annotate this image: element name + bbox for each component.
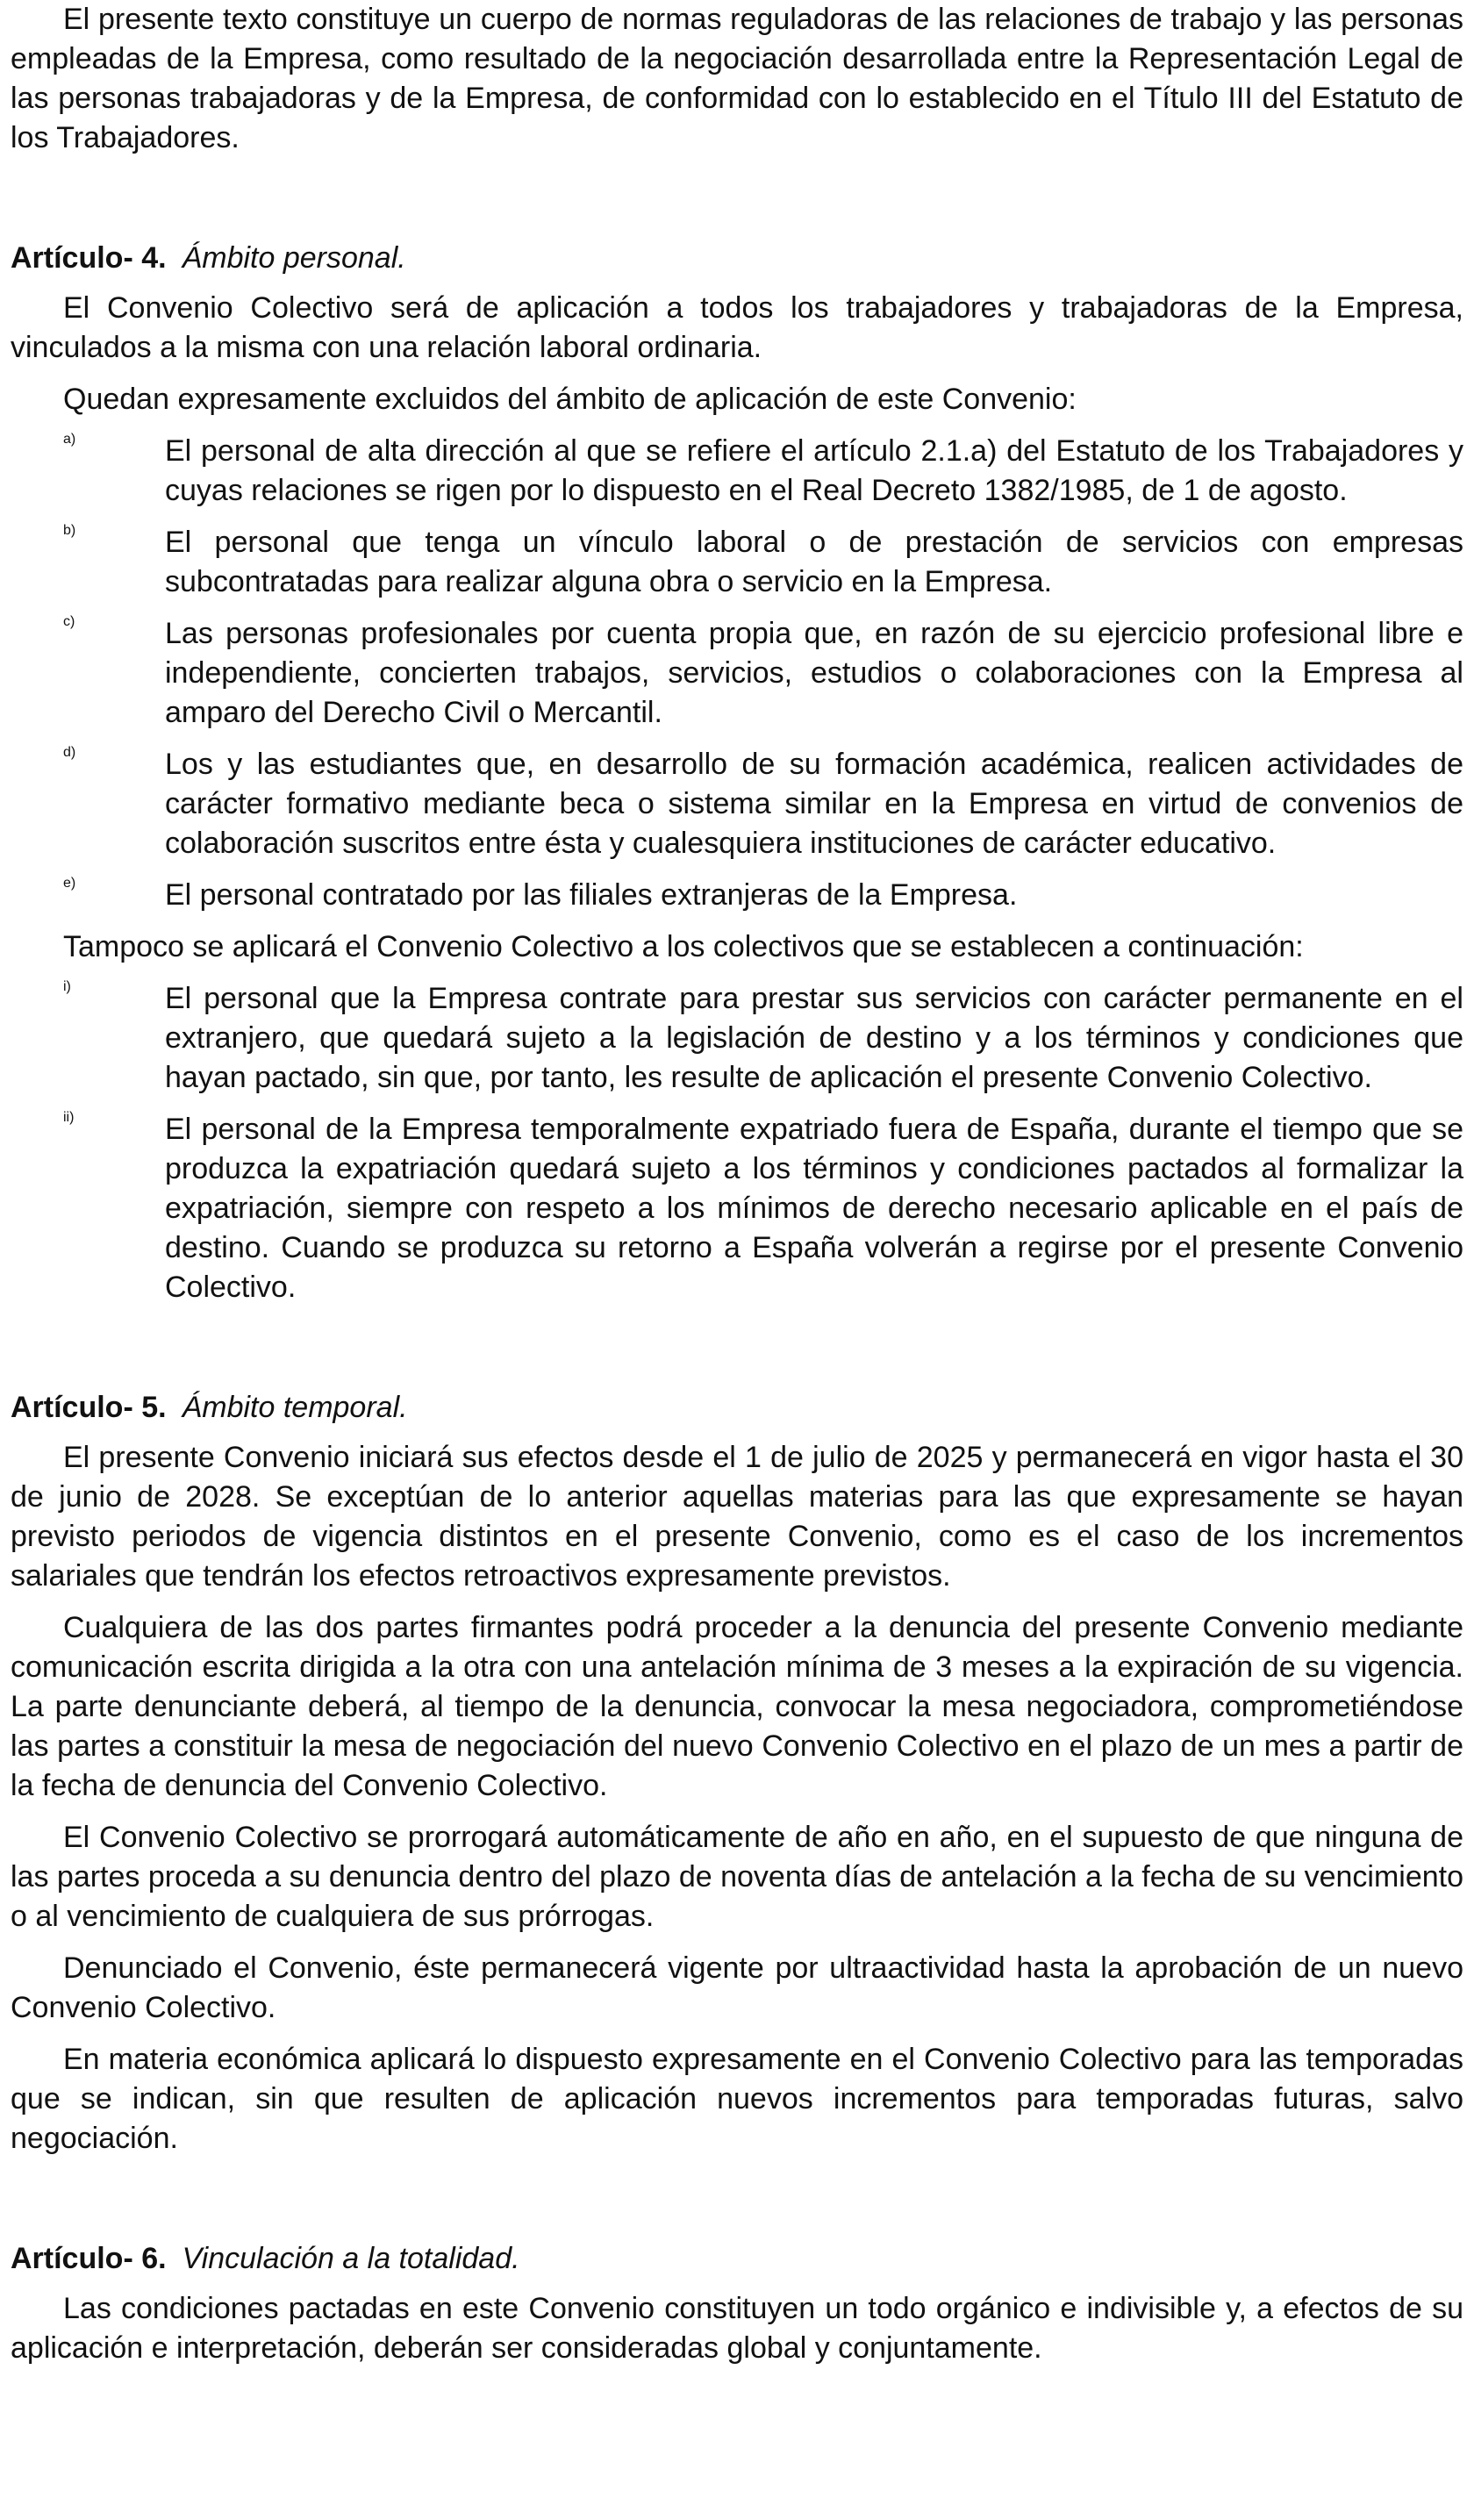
article-4-title: Ámbito personal. bbox=[182, 241, 406, 275]
list-item bbox=[63, 876, 1463, 915]
list-item-label: a) bbox=[63, 432, 76, 447]
list-item-text: El personal que la Empresa contrate para prestar sus servicios con carácter permanente en el extranjero, que quedará sujeto a la legislación de destino y a los términos y condiciones que hayan pactado, sin que, por tanto, les resulte de aplicación el presente Convenio Colectivo. bbox=[165, 982, 1463, 1094]
article-5-number: Artículo- 5. bbox=[11, 1391, 167, 1424]
list-item-label: e) bbox=[63, 876, 76, 891]
article-5-paragraph: Denunciado el Convenio, éste permanecerá vigente por ultraactividad hasta la aprobación de un nuevo Convenio Colectivo. bbox=[11, 1951, 1463, 2024]
article-5-paragraph: Cualquiera de las dos partes firmantes podrá proceder a la denuncia del presente Convenio mediante comunicación escrita dirigida a la otra con una antelación mínima de 3 meses a la expiración de su vigencia. La parte denunciante deberá, al tiempo de la denuncia, convocar la mesa negociadora, comprometiéndose las partes a constituir la mesa de negociación del nuevo Convenio Colectivo en el plazo de un mes a partir de la fecha de denuncia del Convenio Colectivo. bbox=[11, 1611, 1463, 1802]
list-item-label: d) bbox=[63, 745, 76, 760]
article-6-title: Vinculación a la totalidad. bbox=[182, 2242, 520, 2275]
article-6-number: Artículo- 6. bbox=[11, 2242, 167, 2275]
list-item-text: El personal que tenga un vínculo laboral o de prestación de servicios con empresas subcontratadas para realizar alguna obra o servicio en la Empresa. bbox=[165, 526, 1463, 598]
article-6-paragraph-1: Las condiciones pactadas en este Convenio constituyen un todo orgánico e indivisible y, a efectos de su aplicación e interpretación, deberán ser consideradas global y conjuntamente. bbox=[11, 2292, 1463, 2365]
article-5-heading bbox=[11, 1388, 1463, 1428]
article-4-number: Artículo- 4. bbox=[11, 241, 167, 275]
article-5-paragraph: En materia económica aplicará lo dispuesto expresamente en el Convenio Colectivo para las temporadas que se indican, sin que resulten de aplicación nuevos incrementos para temporadas futuras, salvo negociación. bbox=[11, 2043, 1463, 2155]
list-item bbox=[63, 1110, 1463, 1307]
article-6-heading bbox=[11, 2239, 1463, 2279]
list-item-label: ii) bbox=[63, 1110, 75, 1125]
list-item bbox=[63, 614, 1463, 733]
list-item-label: i) bbox=[63, 979, 71, 994]
article-5-title: Ámbito temporal. bbox=[182, 1391, 408, 1424]
article-5-paragraph: El Convenio Colectivo se prorrogará automáticamente de año en año, en el supuesto de que ninguna de las partes proceda a su denuncia dentro del plazo de noventa días de antelación a la fecha de su vencimiento o al vencimiento de cualquiera de sus prórrogas. bbox=[11, 1821, 1463, 1933]
list-item-text: Los y las estudiantes que, en desarrollo de su formación académica, realicen actividades de carácter formativo mediante beca o sistema similar en la Empresa en virtud de convenios de colaboración suscritos entre ésta y cualesquiera instituciones de carácter educativo. bbox=[165, 748, 1463, 860]
article-4-paragraph-2: Quedan expresamente excluidos del ámbito de aplicación de este Convenio: bbox=[63, 383, 1077, 416]
article-5-paragraph: El presente Convenio iniciará sus efectos desde el 1 de julio de 2025 y permanecerá en vigor hasta el 30 de junio de 2028. Se exceptúan de lo anterior aquellas materias para las que expresamente se hayan previsto periodos de vigencia distintos en el presente Convenio, como es el caso de los incrementos salariales que tendrán los efectos retroactivos expresamente previstos. bbox=[11, 1441, 1463, 1593]
article-4-paragraph-3: Tampoco se aplicará el Convenio Colectivo a los colectivos que se establecen a continuación: bbox=[63, 930, 1304, 963]
list-item bbox=[63, 523, 1463, 602]
intro-paragraph: El presente texto constituye un cuerpo de normas reguladoras de las relaciones de trabajo y las personas empleadas de la Empresa, como resultado de la negociación desarrollada entre la Representación Legal de las personas trabajadoras y de la Empresa, de conformidad con lo establecido en el Título III del Estatuto de los Trabajadores. bbox=[11, 3, 1463, 154]
document-content bbox=[11, 0, 1463, 2368]
list-item bbox=[63, 745, 1463, 863]
list-item-label: c) bbox=[63, 614, 75, 629]
list-item-label: b) bbox=[63, 523, 76, 538]
article-4-heading bbox=[11, 239, 1463, 278]
list-item-text: El personal contratado por las filiales extranjeras de la Empresa. bbox=[165, 878, 1018, 912]
list-item bbox=[63, 979, 1463, 1098]
list-item-text: El personal de alta dirección al que se refiere el artículo 2.1.a) del Estatuto de los Trabajadores y cuyas relaciones se rigen por lo dispuesto en el Real Decreto 1382/1985, de 1 de agosto. bbox=[165, 434, 1463, 507]
list-item-text: El personal de la Empresa temporalmente expatriado fuera de España, durante el tiempo que se produzca la expatriación quedará sujeto a los términos y condiciones pactados al formalizar la expatriación, siempre con respeto a los mínimos de derecho necesario aplicable en el país de destino. Cuando se produzca su retorno a España volverán a regirse por el presente Convenio Colectivo. bbox=[165, 1113, 1463, 1304]
article-4-paragraph-1: El Convenio Colectivo será de aplicación a todos los trabajadores y trabajadoras de la Empresa, vinculados a la misma con una relación laboral ordinaria. bbox=[11, 291, 1463, 364]
list-item bbox=[63, 432, 1463, 511]
list-item-text: Las personas profesionales por cuenta propia que, en razón de su ejercicio profesional libre e independiente, concierten trabajos, servicios, estudios o colaboraciones con la Empresa al amparo del Derecho Civil o Mercantil. bbox=[165, 617, 1463, 729]
